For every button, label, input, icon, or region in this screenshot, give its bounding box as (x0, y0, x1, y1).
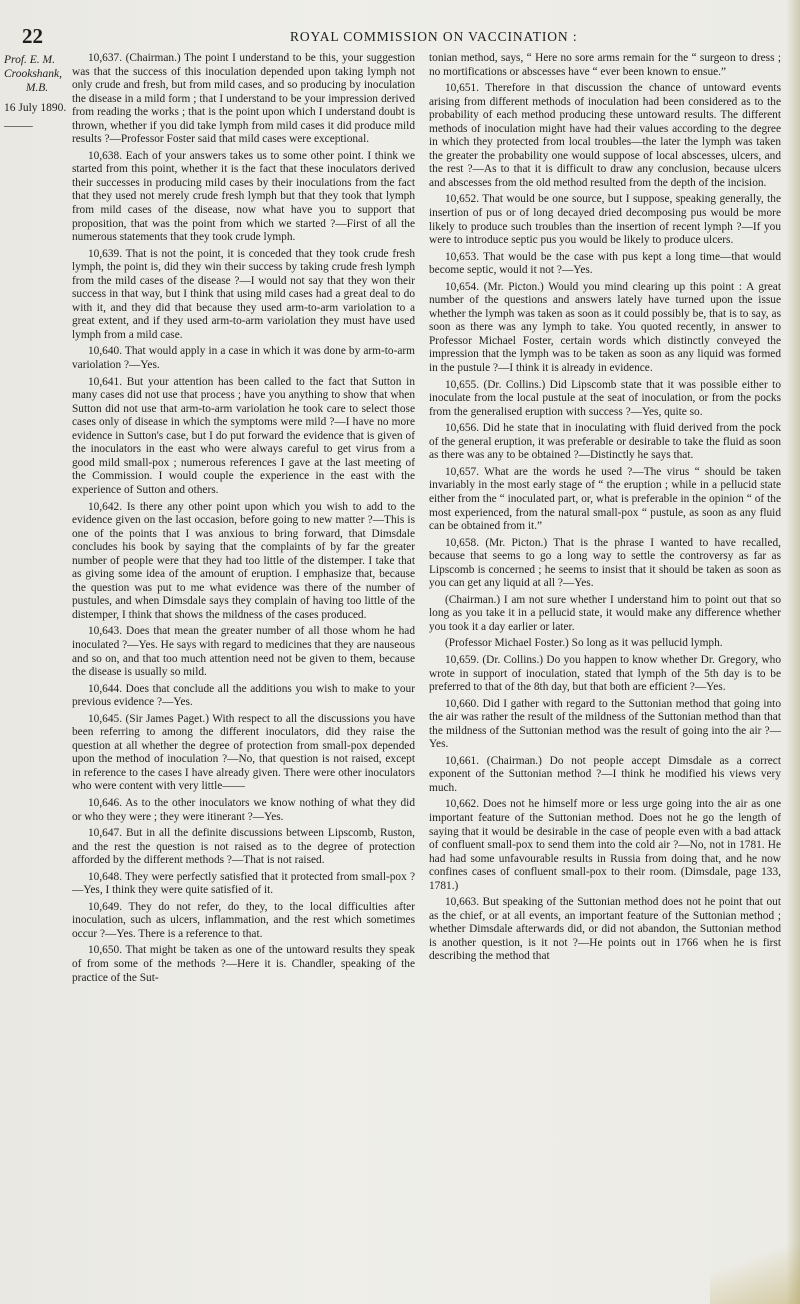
evidence-paragraph: 10,658. (Mr. Picton.) That is the phrase I wanted to have recalled, because that seems to go a long way to settle the controversy as far as Lipscomb is concerned ; he seems to insist that it should be taken as soon as you can get any liquid at all ?—Yes. (429, 536, 781, 590)
evidence-paragraph: 10,657. What are the words he used ?—The virus “ should be taken invariably in the most early stage of “ the eruption ; while in a pellucid state either from the “ inoculated part, or, what is preferable in the opinion “ of the most experienced, from the natural small-pox “ pustule, as soon as any fluid can be obtained from it.” (429, 465, 781, 533)
evidence-paragraph: 10,644. Does that conclude all the additions you wish to make to your previous evidence ?—Yes. (72, 682, 415, 709)
evidence-paragraph: 10,637. (Chairman.) The point I understand to be this, your suggestion was that the success of this inoculation depended upon taking lymph not only crude and fresh, but from mild cases, and so producing by inoculation the disease in a mild form ; that I understand to be your impression derived from reading the works ; that is the point upon which I understand doubt is thrown, whether if you did take lymph from mild cases it did produce mild results ?—Professor Foster said that mild cases were exceptional. (72, 52, 415, 146)
page-header (0, 24, 800, 46)
evidence-paragraph: tonian method, says, “ Here no sore arms remain for the “ surgeon to dress ; no mortifications or abscesses have “ ever been known to ensue.” (429, 52, 781, 78)
evidence-paragraph: 10,661. (Chairman.) Do not people accept Dimsdale as a correct exponent of the Suttonian method ?—I think he modified his views very much. (429, 754, 781, 794)
margin-rule: _____ (4, 116, 33, 128)
evidence-paragraph: 10,642. Is there any other point upon which you wish to add to the evidence given on the last occasion, before going to new matter ?—This is one of the points that I was anxious to bring forward, that Dimsdale concludes his book by saying that the complaints of by far the greater number of people were that they had too little of the distemper. I take that as giving some idea of the amount of eruption. I emphasize that, because the question was put to me what evidence was there of the number of pustules, and when Dimsdale says they complain of having too little of the distemper, I think that shows the mildness of the cases produced. (72, 500, 415, 621)
evidence-paragraph: 10,659. (Dr. Collins.) Do you happen to know whether Dr. Gregory, who wrote in support of inoculation, stated that lymph of the 5th day is to be preferred to that of the 8th day, but that both are efficient ?—Yes. (429, 653, 781, 694)
evidence-paragraph: 10,660. Did I gather with regard to the Suttonian method that going into the air was rather the result of the mildness of the Suttonian method than that the mildness of the Suttonian method was the result of going into the air ?—Yes. (429, 697, 781, 751)
margin-note (4, 53, 70, 129)
evidence-paragraph: 10,662. Does not he himself more or less urge going into the air as one important feature of the Suttonian method. Does not he go the length of saying that it would be desirable in the case of people even with a bad attack of confluent small-pox to send them into the cold air ?—No, not in 1781. He had had some unfavourable results in Russia from doing that, and he now confines cases of confluent small-pox to their room. (Dimsdale, page 133, 1781.) (429, 798, 781, 892)
evidence-paragraph: 10,641. But your attention has been called to the fact that Sutton in many cases did not use that process ; have you anything to show that when Sutton did not use that arm-to-arm variolation he took care to select those cases only of disease in which the symptoms were mild ?—I have no more evidence in Sutton's case, but I do put forward the evidence that is given of the inoculators in the east who were always careful to get virus from a good mild small-pox ; numerous references I gave at the last meeting of the Commission. I would couple the experience in the east with the experience of Sutton and others. (72, 375, 415, 496)
evidence-paragraph: (Professor Michael Foster.) So long as it was pellucid lymph. (445, 637, 723, 650)
evidence-paragraph: 10,647. But in all the definite discussions between Lipscomb, Ruston, and the rest the question is not raised as to the degree of protection afforded by the different methods ?—That is not raised. (72, 827, 415, 867)
page-edge-shading (786, 0, 800, 1304)
page-corner-shading (710, 1244, 800, 1304)
evidence-paragraph: 10,654. (Mr. Picton.) Would you mind clearing up this point : A great number of the questions and answers lately have turned upon the issue whether the lymph was taken as soon as it could possibly be, that is to say, as soon as there was any lymph to take. You quoted recently, in answer to Professor Michael Foster, certain words which distinctly conveyed the impression that the lymph was to be taken as soon as any liquid was formed in the pustule ?—I think it is already in evidence. (429, 280, 781, 375)
evidence-paragraph: 10,640. That would apply in a case in which it was done by arm-to-arm variolation ?—Yes. (72, 345, 415, 372)
evidence-paragraph: 10,652. That would be one source, but I suppose, speaking generally, the insertion of pus or of long decayed dried decomposing pus would be more likely to produce such troubles than the insertion of recent lymph ?—If you were to introduce septic pus you would be likely to produce ulcers. (429, 193, 781, 247)
evidence-paragraph: 10,656. Did he state that in inoculating with fluid derived from the pock of the general eruption, it was preferable or desirable to take the fluid as soon as there was any to be obtained ?—Distinctly he says that. (429, 422, 781, 462)
evidence-paragraph: 10,639. That is not the point, it is conceded that they took crude fresh lymph, the point is, did they win their success by taking crude fresh lymph from the mild cases of the disease ?—I would not say that they won their success in that way, but I think that using mild cases had a great deal to do with it, and they did that because they used arm-to-arm variolation to a great extent, and if they used arm-to-arm variolation they must have used lymph from a mild case. (72, 247, 415, 341)
evidence-paragraph: 10,638. Each of your answers takes us to some other point. I think we started from this point, whether it is the fact that these inoculators derived their successes in producing mild cases by their inoculations from the fact that they used not merely crude fresh lymph but that they took that lymph from mild cases of the disease, now what have you to support that proposition, that was the point from which we started ?—First of all the numerous statements that they took crude lymph. (72, 149, 415, 244)
witness-name-line: Crookshank, (4, 68, 63, 80)
witness-name-line: Prof. E. M. (4, 54, 55, 66)
evidence-paragraph: 10,646. As to the other inoculators we know nothing of what they did or who they were ; they were itinerant ?—Yes. (72, 796, 415, 823)
evidence-paragraph: 10,643. Does that mean the greater number of all those whom he had inoculated ?—Yes. He says with regard to medicines that they are nauseous and so on, and that too much attention need not be given to them, because the disease is usually so mild. (72, 625, 415, 679)
right-column (429, 52, 781, 1302)
evidence-paragraph: 10,650. That might be taken as one of the untoward results they speak of from some of the methods ?—Here it is. Chandler, speaking of the practice of the Sut- (72, 944, 415, 984)
page-number: 22 (22, 24, 43, 48)
witness-degree: M.B. (25, 82, 49, 94)
evidence-paragraph: 10,653. That would be the case with pus kept a long time—that would become septic, would it not ?—Yes. (429, 250, 781, 277)
evidence-paragraph: 10,655. (Dr. Collins.) Did Lipscomb state that it was possible either to inoculate from the local pustule at the seat of inoculation, or from the pocks from the generalised eruption with success ?—Yes, quite so. (429, 378, 781, 418)
evidence-paragraph: 10,648. They were perfectly satisfied that it protected from small-pox ?—Yes, I think they were quite satisfied of it. (72, 870, 415, 897)
evidence-paragraph: 10,651. Therefore in that discussion the chance of untoward events arising from different methods of inoculation had been considered as to the probability of each method producing these untoward results. The different methods of inoculation might have had their values according to the degree in which they protected from local troubles—the later the lymph was taken the greater the probability one would suppose of local abscesses, ulcers, and the rest ?—As to that it is difficult to draw any conclusion, because ulcers and abscesses from the old method resulted from the depth of the incision. (429, 82, 781, 189)
evidence-paragraph: 10,649. They do not refer, do they, to the local difficulties after inoculation, such as ulcers, inflammation, and the rest which sometimes occur ?—Yes. There is a reference to that. (72, 900, 415, 940)
evidence-paragraph: 10,663. But speaking of the Suttonian method does not he point that out as the chief, or at all events, an important feature of the Suttonian method ; whether Dimsdale afterwards did, or did not abandon, the Suttonian method is another question, is it not ?—He points out in 1766 when he is first describing the method that (429, 896, 781, 963)
running-title: ROYAL COMMISSION ON VACCINATION : (290, 29, 578, 44)
margin-date: 16 July 1890. (4, 102, 67, 114)
evidence-paragraph: 10,645. (Sir James Paget.) With respect to all the discussions you have been referring to among the different inoculators, did they raise the question at all whether the degree of protection from small-pox depended upon the method of inoculation ?—No, that question is not raised, except in reference to the cases I have already given. There were other inoculators who were content with very little—— (72, 712, 415, 793)
left-column (72, 52, 415, 1302)
evidence-paragraph: (Chairman.) I am not sure whether I understand him to point out that so long as you take it in a pellucid state, it would make any difference whether you took it a day earlier or later. (429, 593, 781, 633)
